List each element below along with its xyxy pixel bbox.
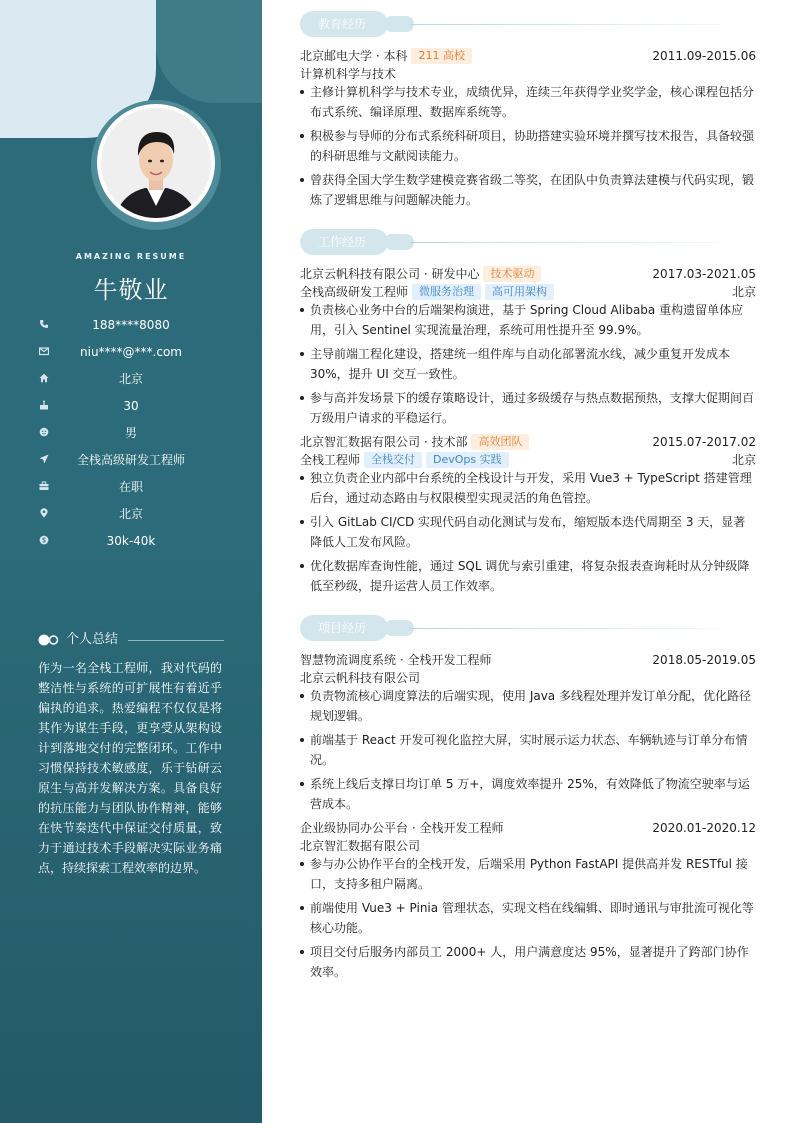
project-company-row [300, 837, 756, 855]
section-title: 教育经历 [318, 17, 367, 31]
list-item: 优化数据库查询性能，通过 SQL 调优与索引重建，将复杂报表查询耗时从分钟级降低至秒级，提升运营人员工作效率。 [300, 556, 756, 596]
info-status [0, 479, 262, 497]
education-header [300, 47, 756, 65]
role-tag: 微服务治理 [412, 284, 481, 300]
job-bullets [300, 468, 756, 600]
school-tag: 211 高校 [411, 48, 472, 64]
list-item: 引入 GitLab CI/CD 实现代码自动化测试与发布，缩短版本迭代周期至 3 天，显著降低人工发布风险。 [300, 512, 756, 552]
divider [410, 242, 720, 243]
info-target-city [0, 506, 262, 524]
info-value: 男 [124, 426, 137, 440]
education-bullets [300, 82, 756, 214]
info-value: 188****8080 [92, 318, 170, 332]
info-email [0, 344, 262, 362]
divider [410, 628, 720, 629]
info-value: 北京 [118, 372, 143, 386]
info-age [0, 398, 262, 416]
job-role-row [300, 283, 756, 301]
project-header [300, 651, 756, 669]
job-bullets [300, 300, 756, 432]
job-date: 2015.07-2017.02 [652, 435, 756, 449]
list-item: 积极参与导师的分布式系统科研项目，协助搭建实验环境并撰写技术报告，具备较强的科研思维与文献阅读能力。 [300, 126, 756, 166]
section-header-projects [300, 615, 756, 641]
list-item: 主修计算机科学与技术专业，成绩优异，连续三年获得学业奖学金，核心课程包括分布式系统、编译原理、数据库系统等。 [300, 82, 756, 122]
divider [410, 24, 720, 25]
main-content [300, 0, 756, 1123]
project-company: 北京智汇数据有限公司 [300, 839, 421, 853]
summary-header [38, 630, 224, 650]
candidate-name: 牛敬业 [93, 276, 169, 304]
summary-text: 作为一名全栈工程师，我对代码的整洁性与系统的可扩展性有着近乎偏执的追求。热爱编程不仅仅是将其作为谋生手段，更享受从架构设计到落地交付的完整闭环。工作中习惯保持技术敏感度，乐于钻研云原生与高并发解决方案。具备良好的抗压能力与团队协作精神，能够在快节奏迭代中保证交付质量，致力于通过技术手段解决实际业务痛点，持续探索工程效率的边界。 [38, 661, 222, 875]
company-tag: 高效团队 [471, 434, 529, 450]
info-value: niu****@***.com [80, 345, 182, 359]
info-position [0, 452, 262, 470]
project-company: 北京云帆科技有限公司 [300, 671, 421, 685]
info-value: 全栈高级研发工程师 [76, 453, 185, 467]
list-item: 独立负责企业内部中台系统的全栈设计与开发，采用 Vue3 + TypeScript 搭建管理后台，通过动态路由与权限模型实现灵活的角色管控。 [300, 468, 756, 508]
info-value: 在职 [118, 480, 143, 494]
list-item: 负责物流核心调度算法的后端实现，使用 Java 多线程处理并发订单分配，优化路径规划逻辑。 [300, 686, 756, 726]
major: 计算机科学与技术 [300, 67, 397, 81]
list-item: 参与办公协作平台的全栈开发，后端采用 Python FastAPI 提供高并发 RESTful 接口，支持多租户隔离。 [300, 854, 756, 894]
education-major-row [300, 65, 756, 83]
info-value: 30 [123, 399, 139, 413]
project-bullets [300, 854, 756, 986]
school-name: 北京邮电大学 · 本科 [300, 49, 408, 63]
project-company-row [300, 669, 756, 687]
sidebar [0, 0, 262, 1123]
tagline: AMAZING RESUME [75, 252, 187, 261]
summary-title: 个人总结 [66, 632, 119, 647]
project-date: 2018.05-2019.05 [652, 653, 756, 667]
list-item: 系统上线后支撑日均订单 5 万+，调度效率提升 25%，有效降低了物流空驶率与运营成本。 [300, 774, 756, 814]
info-gender [0, 425, 262, 443]
section-title: 工作经历 [318, 235, 367, 249]
job-role: 全栈高级研发工程师 [300, 285, 409, 299]
project-name: 企业级协同办公平台 · 全栈开发工程师 [300, 821, 504, 835]
section-header-work [300, 229, 756, 255]
info-phone [0, 317, 262, 335]
job-role: 全栈工程师 [300, 453, 361, 467]
job-role-row [300, 451, 756, 469]
info-residence [0, 371, 262, 389]
job-header [300, 265, 756, 283]
avatar [97, 104, 215, 222]
section-header-education [300, 11, 756, 37]
info-salary [0, 533, 262, 551]
list-item: 参与高并发场景下的缓存策略设计，通过多级缓存与热点数据预热，支撑大促期间百万级用户请求的平稳运行。 [300, 388, 756, 428]
company-name: 北京云帆科技有限公司 · 研发中心 [300, 267, 480, 281]
list-item: 前端使用 Vue3 + Pinia 管理状态，实现文档在线编辑、即时通讯与审批流可视化等核心功能。 [300, 898, 756, 938]
project-date: 2020.01-2020.12 [652, 821, 756, 835]
list-item: 曾获得全国大学生数学建模竞赛省级二等奖，在团队中负责算法建模与代码实现，锻炼了逻辑思维与问题解决能力。 [300, 170, 756, 210]
job-header [300, 433, 756, 451]
role-tag: 高可用架构 [485, 284, 554, 300]
job-city: 北京 [731, 285, 756, 299]
role-tag: DevOps 实践 [426, 452, 509, 468]
section-title: 项目经历 [318, 621, 367, 635]
info-value: 北京 [118, 507, 143, 521]
decorative-shape [156, 0, 262, 103]
project-name: 智慧物流调度系统 · 全栈开发工程师 [300, 653, 492, 667]
project-bullets [300, 686, 756, 818]
list-item: 项目交付后服务内部员工 2000+ 人，用户满意度达 95%，显著提升了跨部门协作效率。 [300, 942, 756, 982]
role-tag: 全栈交付 [364, 452, 422, 468]
company-tag: 技术驱动 [483, 266, 541, 282]
list-item: 负责核心业务中台的后端架构演进，基于 Spring Cloud Alibaba 重构遗留单体应用，引入 Sentinel 实现流量治理，系统可用性提升至 99.9%。 [300, 300, 756, 340]
list-item: 主导前端工程化建设，搭建统一组件库与自动化部署流水线，减少重复开发成本 30%，提升 UI 交互一致性。 [300, 344, 756, 384]
divider [128, 640, 224, 641]
toggle-dots-icon [38, 634, 60, 646]
job-date: 2017.03-2021.05 [652, 267, 756, 281]
list-item: 前端基于 React 开发可视化监控大屏，实时展示运力状态、车辆轨迹与订单分布情况。 [300, 730, 756, 770]
project-header [300, 819, 756, 837]
info-value: 30k-40k [106, 534, 156, 548]
company-name: 北京智汇数据有限公司 · 技术部 [300, 435, 468, 449]
education-date: 2011.09-2015.06 [652, 49, 756, 63]
job-city: 北京 [731, 453, 756, 467]
